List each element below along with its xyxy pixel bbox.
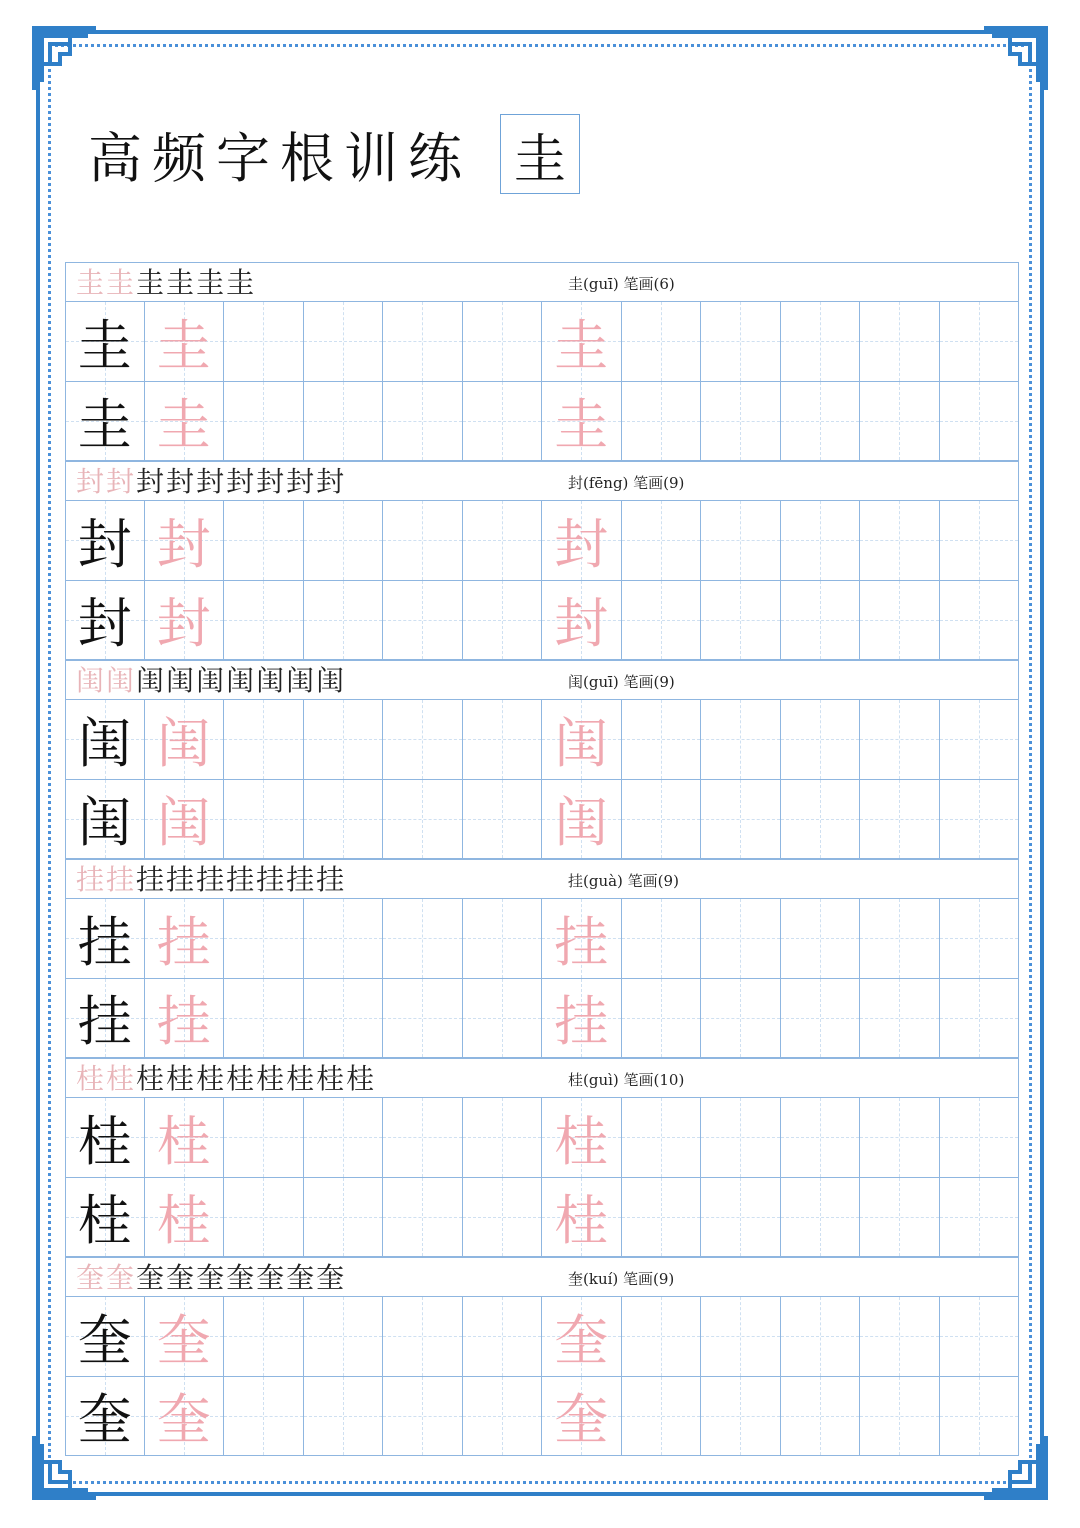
char-block xyxy=(65,1257,1019,1456)
blank-cell[interactable] xyxy=(224,302,304,382)
blank-cell[interactable] xyxy=(304,1098,384,1178)
model-char-cell xyxy=(65,1297,145,1377)
model-char: 奎 xyxy=(77,1308,132,1372)
blank-cell[interactable] xyxy=(304,899,384,979)
trace-char: 桂 xyxy=(156,1189,211,1253)
blank-cell[interactable] xyxy=(622,700,702,780)
model-char-cell xyxy=(65,899,145,979)
trace-char-cell xyxy=(145,382,225,462)
blank-cell[interactable] xyxy=(701,780,781,860)
trace-char: 奎 xyxy=(554,1388,609,1452)
practice-cells xyxy=(65,1098,1019,1257)
stroke-sequence xyxy=(76,663,346,699)
model-char: 桂 xyxy=(77,1109,132,1173)
blank-cell[interactable] xyxy=(224,700,304,780)
blank-cell[interactable] xyxy=(701,1377,781,1457)
blank-cell[interactable] xyxy=(781,1178,861,1258)
stroke-step: 挂 xyxy=(316,863,347,896)
stroke-step: 闺 xyxy=(286,664,317,697)
blank-cell[interactable] xyxy=(224,382,304,462)
char-info: 圭(guī) 笔画(6) xyxy=(568,275,675,293)
blank-cell[interactable] xyxy=(940,780,1020,860)
blank-cell[interactable] xyxy=(701,700,781,780)
stroke-order-row xyxy=(65,660,1019,700)
char-block xyxy=(65,262,1019,461)
blank-cell[interactable] xyxy=(940,501,1020,581)
trace-char: 桂 xyxy=(554,1189,609,1253)
blank-cell[interactable] xyxy=(383,1297,463,1377)
blank-cell[interactable] xyxy=(860,899,940,979)
stroke-step: 奎 xyxy=(76,1261,107,1294)
stroke-step: 桂 xyxy=(286,1062,317,1095)
blank-cell[interactable] xyxy=(781,581,861,661)
blank-cell[interactable] xyxy=(224,979,304,1059)
trace-char: 圭 xyxy=(156,393,211,457)
blank-cell[interactable] xyxy=(463,700,543,780)
blank-cell[interactable] xyxy=(622,302,702,382)
stroke-step: 封 xyxy=(106,465,137,498)
model-char-cell xyxy=(65,700,145,780)
blank-cell[interactable] xyxy=(463,1178,543,1258)
blank-cell[interactable] xyxy=(701,581,781,661)
blank-cell[interactable] xyxy=(463,899,543,979)
model-char: 闺 xyxy=(77,711,132,775)
trace-char-cell xyxy=(542,1098,622,1178)
blank-cell[interactable] xyxy=(304,1178,384,1258)
model-char: 挂 xyxy=(77,910,132,974)
stroke-step: 挂 xyxy=(76,863,107,896)
blank-cell[interactable] xyxy=(622,1377,702,1457)
stroke-step: 封 xyxy=(76,465,107,498)
trace-char-cell xyxy=(542,1178,622,1258)
stroke-step: 圭 xyxy=(106,266,137,299)
char-info: 挂(guà) 笔画(9) xyxy=(568,872,679,890)
trace-char: 圭 xyxy=(554,313,609,377)
blank-cell[interactable] xyxy=(781,302,861,382)
char-block xyxy=(65,461,1019,660)
stroke-step: 闺 xyxy=(136,664,167,697)
blank-cell[interactable] xyxy=(860,1178,940,1258)
blank-cell[interactable] xyxy=(224,1098,304,1178)
blank-cell[interactable] xyxy=(701,501,781,581)
blank-cell[interactable] xyxy=(940,302,1020,382)
stroke-step: 挂 xyxy=(286,863,317,896)
blank-cell[interactable] xyxy=(860,979,940,1059)
trace-char-cell xyxy=(145,501,225,581)
char-info: 闺(guī) 笔画(9) xyxy=(568,673,675,691)
blank-cell[interactable] xyxy=(622,979,702,1059)
stroke-step: 闺 xyxy=(316,664,347,697)
blank-cell[interactable] xyxy=(860,1297,940,1377)
blank-cell[interactable] xyxy=(622,581,702,661)
char-info: 封(fēng) 笔画(9) xyxy=(568,474,685,492)
practice-cells xyxy=(65,899,1019,1058)
char-block xyxy=(65,1058,1019,1257)
blank-cell[interactable] xyxy=(304,302,384,382)
blank-cell[interactable] xyxy=(304,979,384,1059)
trace-char: 挂 xyxy=(156,990,211,1054)
stroke-step: 圭 xyxy=(136,266,167,299)
model-char-cell xyxy=(65,1098,145,1178)
blank-cell[interactable] xyxy=(224,501,304,581)
trace-char-cell xyxy=(542,979,622,1059)
root-char: 圭 xyxy=(513,129,566,190)
stroke-step: 挂 xyxy=(106,863,137,896)
model-char-cell xyxy=(65,1377,145,1457)
stroke-order-row xyxy=(65,1058,1019,1098)
stroke-step: 挂 xyxy=(196,863,227,896)
stroke-step: 奎 xyxy=(136,1261,167,1294)
blank-cell[interactable] xyxy=(940,899,1020,979)
blank-cell[interactable] xyxy=(463,1098,543,1178)
stroke-step: 闺 xyxy=(106,664,137,697)
blank-cell[interactable] xyxy=(224,1297,304,1377)
trace-char-cell xyxy=(145,1098,225,1178)
blank-cell[interactable] xyxy=(860,501,940,581)
trace-char: 闺 xyxy=(156,791,211,855)
blank-cell[interactable] xyxy=(940,1297,1020,1377)
blank-cell[interactable] xyxy=(383,979,463,1059)
blank-cell[interactable] xyxy=(701,1178,781,1258)
blank-cell[interactable] xyxy=(224,899,304,979)
model-char-cell xyxy=(65,979,145,1059)
model-char-cell xyxy=(65,382,145,462)
blank-cell[interactable] xyxy=(463,1377,543,1457)
stroke-step: 桂 xyxy=(346,1062,377,1095)
blank-cell[interactable] xyxy=(463,302,543,382)
stroke-step: 闺 xyxy=(226,664,257,697)
blank-cell[interactable] xyxy=(701,1098,781,1178)
model-char-cell xyxy=(65,581,145,661)
trace-char-cell xyxy=(542,581,622,661)
trace-char: 圭 xyxy=(554,393,609,457)
blank-cell[interactable] xyxy=(383,382,463,462)
trace-char: 挂 xyxy=(554,910,609,974)
trace-char: 闺 xyxy=(156,711,211,775)
blank-cell[interactable] xyxy=(463,501,543,581)
model-char: 挂 xyxy=(77,990,132,1054)
trace-char-cell xyxy=(542,780,622,860)
blank-cell[interactable] xyxy=(781,979,861,1059)
stroke-sequence xyxy=(76,265,256,301)
char-block xyxy=(65,660,1019,859)
stroke-step: 桂 xyxy=(226,1062,257,1095)
trace-char-cell xyxy=(145,979,225,1059)
stroke-step: 挂 xyxy=(256,863,287,896)
stroke-step: 封 xyxy=(166,465,197,498)
blank-cell[interactable] xyxy=(940,581,1020,661)
trace-char-cell xyxy=(145,780,225,860)
stroke-step: 圭 xyxy=(226,266,257,299)
stroke-step: 挂 xyxy=(136,863,167,896)
char-block xyxy=(65,859,1019,1058)
stroke-step: 闺 xyxy=(166,664,197,697)
corner-ornament-icon xyxy=(30,24,100,94)
blank-cell[interactable] xyxy=(383,581,463,661)
trace-char: 闺 xyxy=(554,711,609,775)
stroke-step: 桂 xyxy=(196,1062,227,1095)
model-char: 封 xyxy=(77,512,132,576)
stroke-step: 闺 xyxy=(196,664,227,697)
blank-cell[interactable] xyxy=(701,899,781,979)
blank-cell[interactable] xyxy=(383,1178,463,1258)
model-char: 圭 xyxy=(77,313,132,377)
trace-char: 奎 xyxy=(554,1308,609,1372)
blank-cell[interactable] xyxy=(622,780,702,860)
stroke-step: 奎 xyxy=(226,1261,257,1294)
blank-cell[interactable] xyxy=(701,1297,781,1377)
blank-cell[interactable] xyxy=(781,1098,861,1178)
blank-cell[interactable] xyxy=(304,1297,384,1377)
stroke-step: 封 xyxy=(316,465,347,498)
blank-cell[interactable] xyxy=(304,382,384,462)
blank-cell[interactable] xyxy=(463,979,543,1059)
trace-char-cell xyxy=(542,700,622,780)
stroke-step: 桂 xyxy=(166,1062,197,1095)
blank-cell[interactable] xyxy=(383,1098,463,1178)
stroke-order-row xyxy=(65,1257,1019,1297)
stroke-order-row xyxy=(65,262,1019,302)
trace-char-cell xyxy=(542,501,622,581)
blank-cell[interactable] xyxy=(224,581,304,661)
trace-char-cell xyxy=(145,302,225,382)
practice-cells xyxy=(65,302,1019,461)
blank-cell[interactable] xyxy=(304,501,384,581)
blank-cell[interactable] xyxy=(383,501,463,581)
char-info: 桂(guì) 笔画(10) xyxy=(568,1071,685,1089)
blank-cell[interactable] xyxy=(383,780,463,860)
model-char: 封 xyxy=(77,592,132,656)
blank-cell[interactable] xyxy=(860,700,940,780)
blank-cell[interactable] xyxy=(940,1377,1020,1457)
stroke-step: 桂 xyxy=(256,1062,287,1095)
blank-cell[interactable] xyxy=(860,780,940,860)
blank-cell[interactable] xyxy=(781,899,861,979)
stroke-step: 奎 xyxy=(256,1261,287,1294)
blank-cell[interactable] xyxy=(304,700,384,780)
trace-char-cell xyxy=(145,899,225,979)
stroke-order-row xyxy=(65,461,1019,501)
trace-char-cell xyxy=(542,1297,622,1377)
blank-cell[interactable] xyxy=(940,1178,1020,1258)
blank-cell[interactable] xyxy=(463,1297,543,1377)
blank-cell[interactable] xyxy=(463,382,543,462)
practice-cells xyxy=(65,700,1019,859)
blank-cell[interactable] xyxy=(860,1098,940,1178)
blank-cell[interactable] xyxy=(701,302,781,382)
blank-cell[interactable] xyxy=(622,382,702,462)
trace-char: 挂 xyxy=(156,910,211,974)
blank-cell[interactable] xyxy=(622,1297,702,1377)
stroke-sequence xyxy=(76,1260,346,1296)
practice-cells xyxy=(65,1297,1019,1456)
blank-cell[interactable] xyxy=(304,780,384,860)
root-char-box xyxy=(500,114,580,194)
stroke-step: 奎 xyxy=(166,1261,197,1294)
stroke-step: 圭 xyxy=(166,266,197,299)
blank-cell[interactable] xyxy=(940,700,1020,780)
blank-cell[interactable] xyxy=(781,382,861,462)
blank-cell[interactable] xyxy=(622,1098,702,1178)
blank-cell[interactable] xyxy=(781,501,861,581)
model-char: 奎 xyxy=(77,1388,132,1452)
blank-cell[interactable] xyxy=(860,302,940,382)
trace-char: 封 xyxy=(554,592,609,656)
blank-cell[interactable] xyxy=(304,1377,384,1457)
stroke-step: 桂 xyxy=(76,1062,107,1095)
blank-cell[interactable] xyxy=(304,581,384,661)
blank-cell[interactable] xyxy=(940,382,1020,462)
corner-ornament-icon xyxy=(980,24,1050,94)
blank-cell[interactable] xyxy=(622,899,702,979)
blank-cell[interactable] xyxy=(781,1297,861,1377)
blank-cell[interactable] xyxy=(383,302,463,382)
model-char-cell xyxy=(65,1178,145,1258)
stroke-step: 封 xyxy=(256,465,287,498)
blank-cell[interactable] xyxy=(940,1098,1020,1178)
stroke-step: 封 xyxy=(196,465,227,498)
blank-cell[interactable] xyxy=(463,780,543,860)
char-info: 奎(kuí) 笔画(9) xyxy=(568,1270,675,1288)
stroke-sequence xyxy=(76,1061,376,1097)
stroke-step: 挂 xyxy=(226,863,257,896)
blank-cell[interactable] xyxy=(383,700,463,780)
trace-char-cell xyxy=(145,1377,225,1457)
blank-cell[interactable] xyxy=(463,581,543,661)
blank-cell[interactable] xyxy=(622,1178,702,1258)
stroke-step: 封 xyxy=(226,465,257,498)
stroke-step: 桂 xyxy=(106,1062,137,1095)
stroke-step: 奎 xyxy=(196,1261,227,1294)
blank-cell[interactable] xyxy=(781,700,861,780)
practice-cells xyxy=(65,501,1019,660)
stroke-step: 封 xyxy=(136,465,167,498)
stroke-step: 奎 xyxy=(286,1261,317,1294)
stroke-sequence xyxy=(76,464,346,500)
trace-char: 奎 xyxy=(156,1388,211,1452)
model-char: 桂 xyxy=(77,1189,132,1253)
blank-cell[interactable] xyxy=(224,780,304,860)
stroke-step: 桂 xyxy=(316,1062,347,1095)
blank-cell[interactable] xyxy=(383,899,463,979)
blank-cell[interactable] xyxy=(701,382,781,462)
trace-char: 封 xyxy=(156,592,211,656)
stroke-step: 桂 xyxy=(136,1062,167,1095)
trace-char-cell xyxy=(145,1297,225,1377)
model-char-cell xyxy=(65,501,145,581)
stroke-step: 奎 xyxy=(106,1261,137,1294)
model-char-cell xyxy=(65,302,145,382)
trace-char-cell xyxy=(145,581,225,661)
blank-cell[interactable] xyxy=(860,382,940,462)
blank-cell[interactable] xyxy=(224,1178,304,1258)
stroke-step: 闺 xyxy=(256,664,287,697)
blank-cell[interactable] xyxy=(940,979,1020,1059)
trace-char: 桂 xyxy=(554,1109,609,1173)
stroke-step: 奎 xyxy=(316,1261,347,1294)
blank-cell[interactable] xyxy=(781,780,861,860)
trace-char-cell xyxy=(145,1178,225,1258)
trace-char: 封 xyxy=(554,512,609,576)
blank-cell[interactable] xyxy=(781,1377,861,1457)
blank-cell[interactable] xyxy=(383,1377,463,1457)
trace-char: 圭 xyxy=(156,313,211,377)
trace-char: 闺 xyxy=(554,791,609,855)
model-char-cell xyxy=(65,780,145,860)
stroke-step: 圭 xyxy=(196,266,227,299)
stroke-step: 挂 xyxy=(166,863,197,896)
trace-char-cell xyxy=(145,700,225,780)
practice-grid xyxy=(65,262,1019,1456)
trace-char-cell xyxy=(542,302,622,382)
trace-char: 封 xyxy=(156,512,211,576)
trace-char: 桂 xyxy=(156,1109,211,1173)
blank-cell[interactable] xyxy=(622,501,702,581)
trace-char-cell xyxy=(542,899,622,979)
stroke-step: 圭 xyxy=(76,266,107,299)
blank-cell[interactable] xyxy=(860,581,940,661)
stroke-order-row xyxy=(65,859,1019,899)
blank-cell[interactable] xyxy=(701,979,781,1059)
page-title: 高频字根训练 xyxy=(88,127,472,190)
stroke-sequence xyxy=(76,862,346,898)
model-char: 闺 xyxy=(77,791,132,855)
model-char: 圭 xyxy=(77,393,132,457)
stroke-step: 封 xyxy=(286,465,317,498)
trace-char: 挂 xyxy=(554,990,609,1054)
stroke-step: 闺 xyxy=(76,664,107,697)
trace-char: 奎 xyxy=(156,1308,211,1372)
trace-char-cell xyxy=(542,382,622,462)
blank-cell[interactable] xyxy=(224,1377,304,1457)
trace-char-cell xyxy=(542,1377,622,1457)
blank-cell[interactable] xyxy=(860,1377,940,1457)
